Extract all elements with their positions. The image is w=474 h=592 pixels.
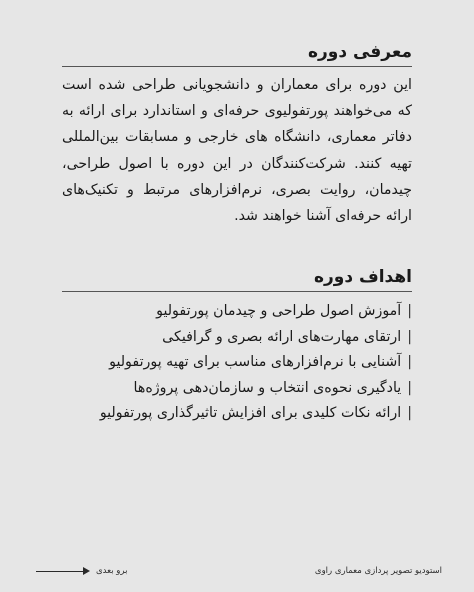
arrow-head (83, 567, 90, 575)
next-page-label: برو بعدی (96, 566, 128, 576)
footer (0, 564, 474, 578)
goal-item (62, 376, 412, 402)
intro-section-title: معرفی دوره (307, 42, 412, 62)
intro-section-header (62, 40, 412, 68)
next-page-button[interactable] (36, 564, 127, 578)
goal-item (62, 350, 412, 376)
studio-name: استودیو تصویر پردازی معماری راوی (314, 566, 442, 576)
bullet-bar: | (407, 354, 412, 371)
goal-text: ارتقای مهارت‌های ارائه بصری و گرافیکی (162, 328, 402, 345)
goal-text: آموزش اصول طراحی و چیدمان پورتفولیو (156, 303, 402, 320)
arrow-line (36, 571, 84, 572)
bullet-bar: | (407, 328, 412, 345)
intro-paragraph: این دوره برای معماران و دانشجویانی طراحی شده است که می‌خواهند پورتفولیوی حرفه‌ای و استاندارد برای ارائه به دفاتر معماری، دانشگاه های خارجی و مسابقات بین‌المللی تهیه کنند. شرکت‌کنندگان در این دوره با اصول طراحی، چیدمان، روایت بصری، نرم‌افزارهای مرتبط و تکنیک‌های ارائه حرفه‌ای آشنا خواهند شد. (62, 77, 412, 225)
goal-item (62, 325, 412, 351)
intro-section-divider (62, 66, 412, 67)
goals-section (62, 265, 412, 427)
bullet-bar: | (407, 379, 412, 396)
arrow-right-icon (36, 564, 90, 578)
goal-text: ارائه نکات کلیدی برای افزایش تاثیرگذاری پورتفولیو (99, 405, 402, 422)
bullet-bar: | (407, 303, 412, 320)
goal-text: آشنایی با نرم‌افزارهای مناسب برای تهیه پورتفولیو (109, 354, 402, 371)
goals-section-header (62, 265, 412, 293)
intro-section (62, 40, 412, 229)
goals-list (62, 299, 412, 427)
goal-text: یادگیری نحوه‌ی انتخاب و سازمان‌دهی پروژه‌ها (133, 379, 402, 396)
goal-item (62, 401, 412, 427)
goals-section-title: اهداف دوره (313, 267, 412, 288)
bullet-bar: | (407, 405, 412, 422)
goals-section-divider (62, 291, 412, 292)
goal-item (62, 299, 412, 325)
